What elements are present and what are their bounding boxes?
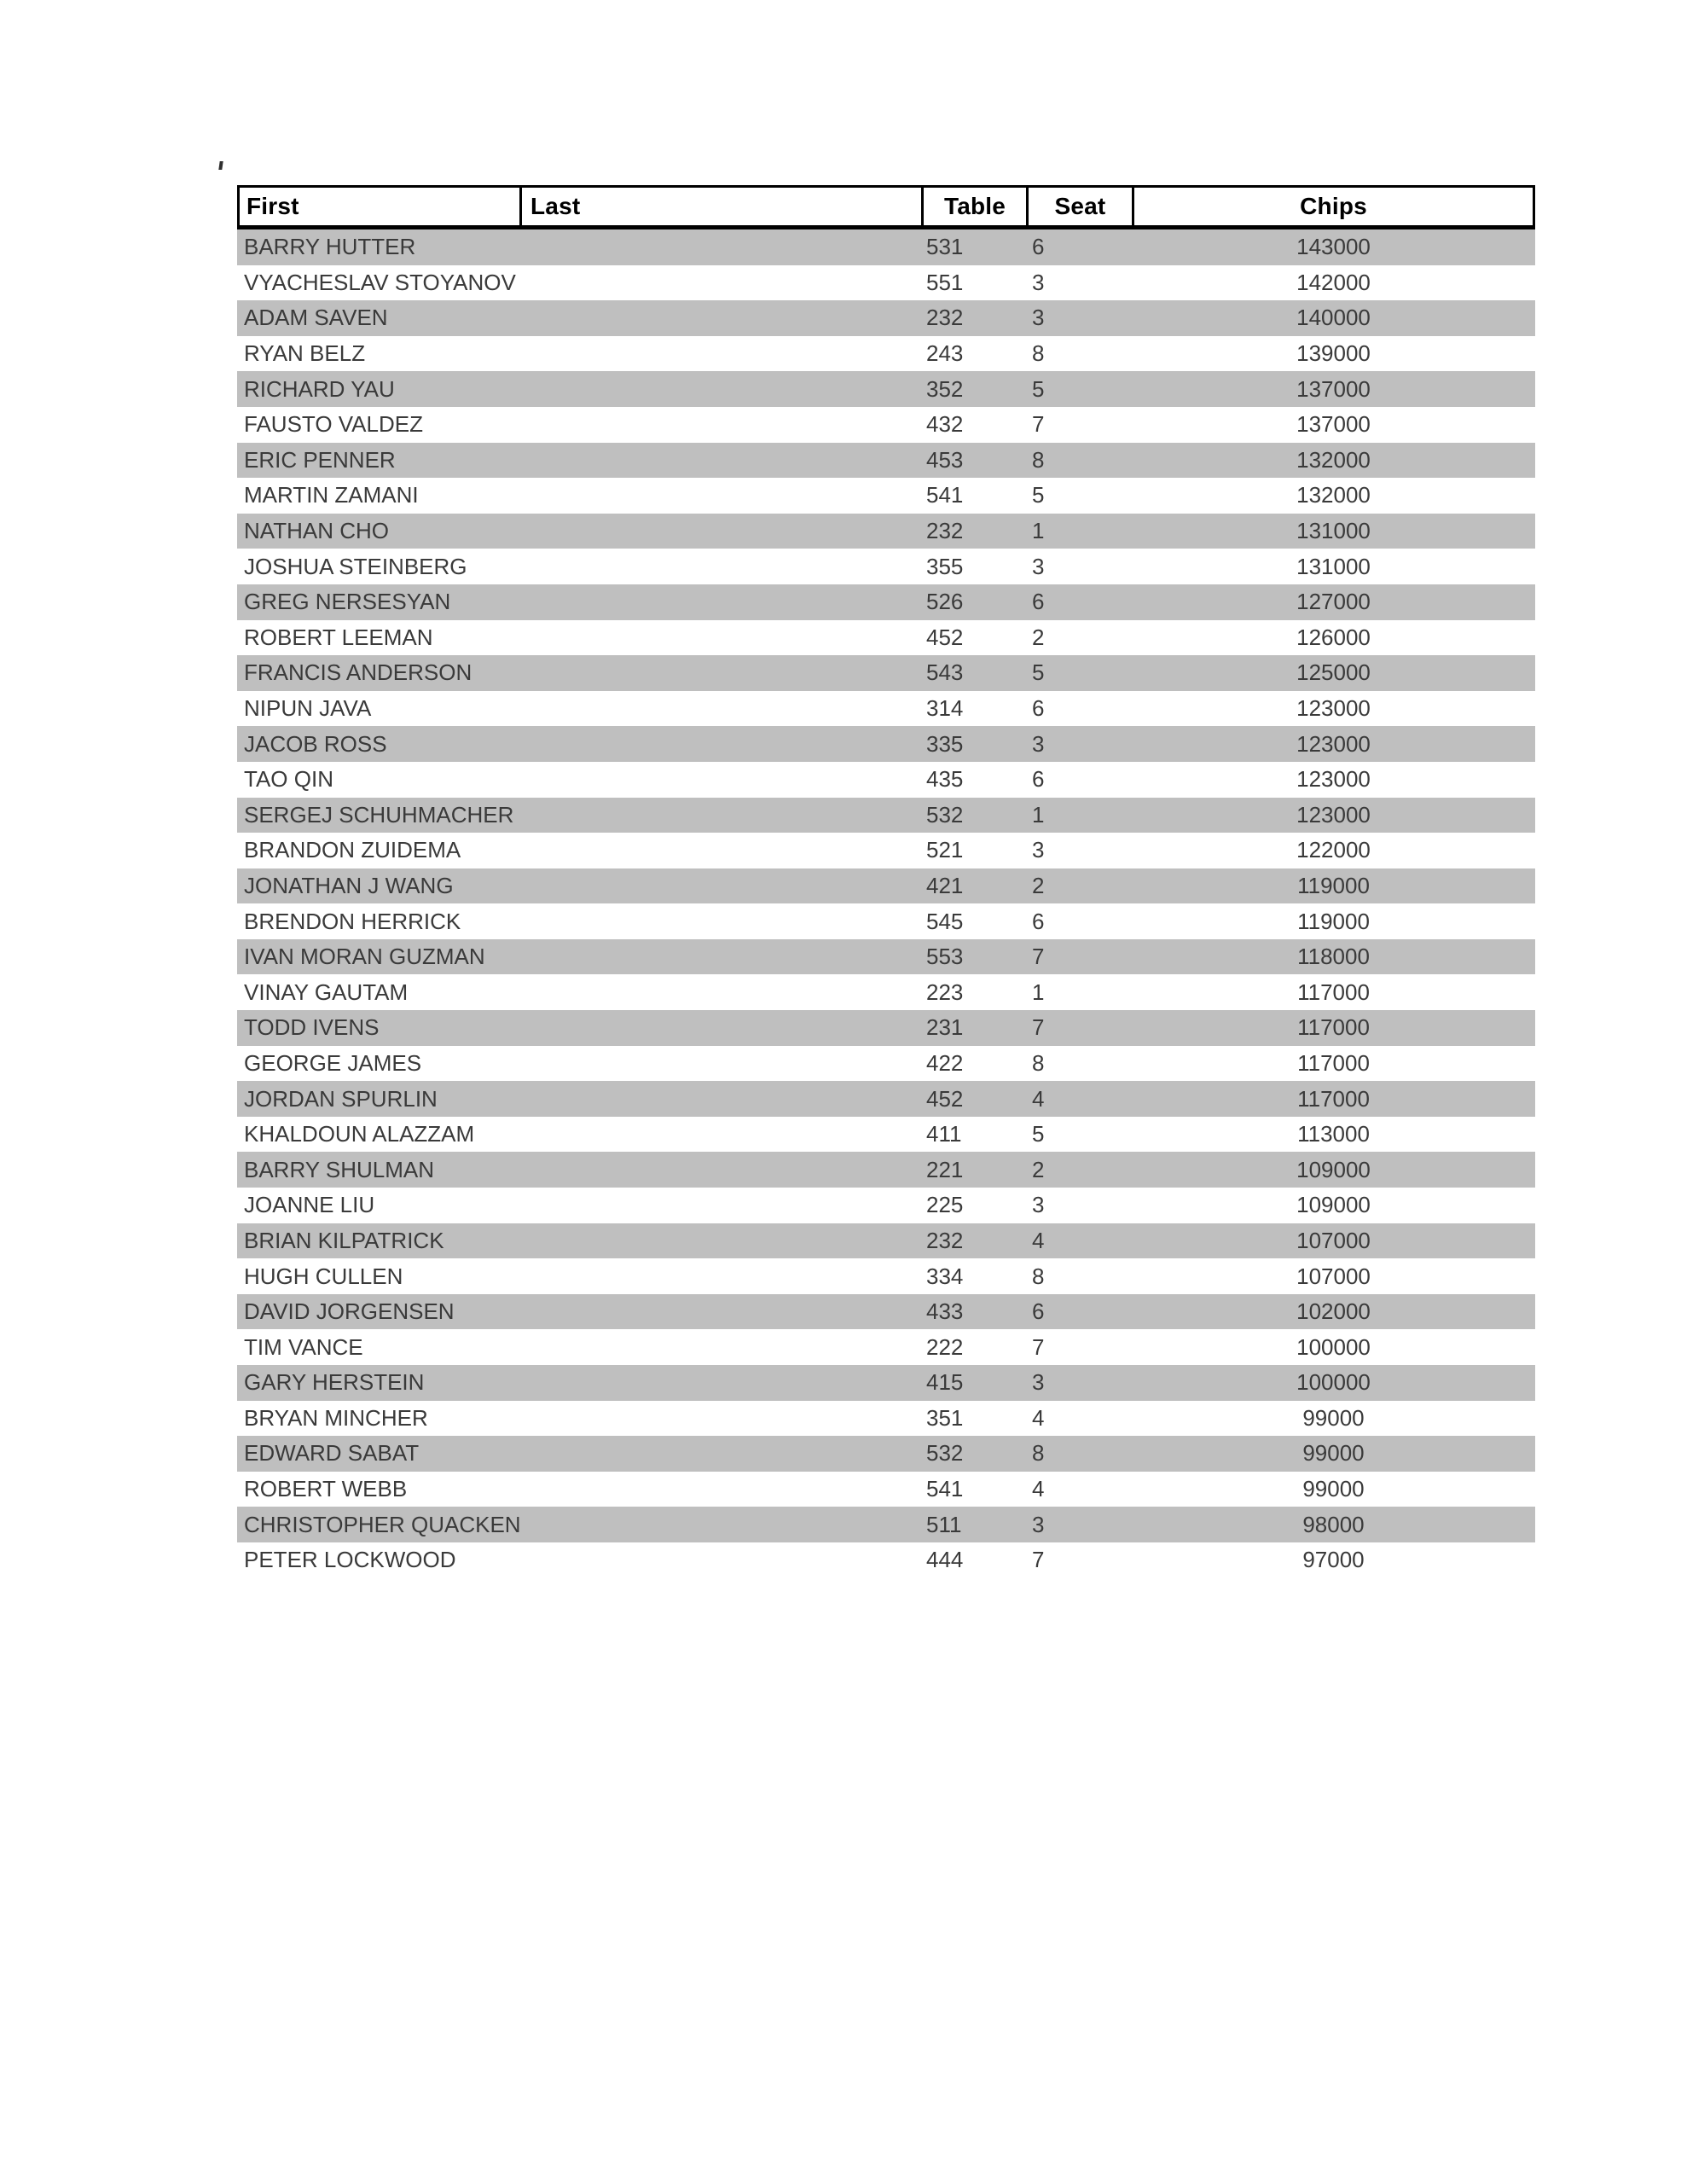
player-name-cell: TODD IVENS (244, 1014, 380, 1041)
table-row (237, 726, 1535, 762)
seat-number-cell: 6 (1032, 908, 1045, 934)
player-name-cell: VINAY GAUTAM (244, 979, 409, 1005)
chip-count-cell: 118000 (1297, 944, 1370, 970)
seat-number-cell: 7 (1032, 1333, 1045, 1360)
table-row (237, 265, 1535, 301)
seat-number-cell: 6 (1032, 695, 1045, 722)
seat-number-cell: 4 (1032, 1404, 1045, 1431)
player-name-cell: NATHAN CHO (244, 518, 389, 544)
table-number-cell: 223 (926, 979, 964, 1005)
chip-count-cell: 139000 (1296, 340, 1371, 367)
seat-number-cell: 7 (1032, 1014, 1045, 1041)
table-row (237, 1365, 1535, 1401)
table-number-cell: 551 (926, 269, 964, 295)
table-number-cell: 541 (926, 1476, 964, 1502)
column-header-last: Last (519, 188, 921, 225)
stray-print-artifact (218, 161, 223, 170)
player-name-cell: DAVID JORGENSEN (244, 1298, 455, 1325)
chip-count-cell: 117000 (1297, 979, 1370, 1005)
seat-number-cell: 7 (1032, 411, 1045, 438)
chip-count-cell: 137000 (1296, 411, 1371, 438)
player-name-cell: EDWARD SABAT (244, 1440, 420, 1467)
table-row (237, 1188, 1535, 1223)
chip-count-cell: 99000 (1302, 1404, 1365, 1431)
table-number-cell: 543 (926, 659, 964, 686)
table-number-cell: 232 (926, 305, 964, 331)
table-header-row (237, 185, 1535, 229)
player-name-cell: IVAN MORAN GUZMAN (244, 944, 485, 970)
player-name-cell: GARY HERSTEIN (244, 1369, 425, 1396)
player-name-cell: BARRY SHULMAN (244, 1156, 434, 1182)
player-name-cell: ADAM SAVEN (244, 305, 388, 331)
table-row (237, 939, 1535, 975)
player-name-cell: BARRY HUTTER (244, 234, 416, 260)
table-number-cell: 521 (926, 837, 964, 863)
chip-count-cell: 131000 (1296, 518, 1371, 544)
chip-count-cell: 107000 (1296, 1227, 1371, 1253)
table-number-cell: 221 (926, 1156, 964, 1182)
table-number-cell: 452 (926, 1085, 964, 1112)
seat-number-cell: 3 (1032, 305, 1045, 331)
table-number-cell: 421 (926, 872, 964, 898)
chip-count-cell: 123000 (1296, 766, 1371, 793)
table-row (237, 1401, 1535, 1437)
seat-number-cell: 3 (1032, 837, 1045, 863)
chip-count-cell: 102000 (1296, 1298, 1371, 1325)
chip-count-cell: 132000 (1296, 482, 1371, 508)
chip-count-cell: 97000 (1302, 1547, 1365, 1573)
table-row (237, 1046, 1535, 1082)
player-name-cell: RICHARD YAU (244, 375, 395, 402)
table-row (237, 1294, 1535, 1330)
table-row (237, 1117, 1535, 1153)
seat-number-cell: 3 (1032, 1511, 1045, 1537)
table-number-cell: 422 (926, 1049, 964, 1076)
table-number-cell: 232 (926, 518, 964, 544)
player-name-cell: BRIAN KILPATRICK (244, 1227, 444, 1253)
table-row (237, 762, 1535, 798)
player-name-cell: ROBERT LEEMAN (244, 624, 433, 650)
player-name-cell: GEORGE JAMES (244, 1049, 422, 1076)
table-number-cell: 452 (926, 624, 964, 650)
table-number-cell: 541 (926, 482, 964, 508)
player-name-cell: TAO QIN (244, 766, 333, 793)
table-row (237, 833, 1535, 868)
chip-count-cell: 117000 (1297, 1049, 1370, 1076)
table-number-cell: 435 (926, 766, 964, 793)
player-name-cell: JORDAN SPURLIN (244, 1085, 438, 1112)
table-row (237, 1542, 1535, 1578)
chip-count-cell: 123000 (1296, 695, 1371, 722)
table-row (237, 974, 1535, 1010)
table-row (237, 1329, 1535, 1365)
table-number-cell: 352 (926, 375, 964, 402)
table-number-cell: 526 (926, 589, 964, 615)
table-row (237, 478, 1535, 514)
column-header-seat: Seat (1026, 188, 1132, 225)
player-name-cell: PETER LOCKWOOD (244, 1547, 456, 1573)
chip-count-cell: 123000 (1296, 730, 1371, 757)
seat-number-cell: 4 (1032, 1085, 1045, 1112)
table-row (237, 371, 1535, 407)
chip-count-cell: 99000 (1302, 1440, 1365, 1467)
chip-count-cell: 137000 (1296, 375, 1371, 402)
player-name-cell: NIPUN JAVA (244, 695, 372, 722)
table-number-cell: 231 (926, 1014, 964, 1041)
seat-number-cell: 8 (1032, 1440, 1045, 1467)
table-number-cell: 511 (926, 1511, 962, 1537)
seat-number-cell: 2 (1032, 624, 1045, 650)
chip-count-cell: 142000 (1296, 269, 1371, 295)
seat-number-cell: 7 (1032, 1547, 1045, 1573)
seat-number-cell: 7 (1032, 944, 1045, 970)
table-row (237, 1010, 1535, 1046)
seat-number-cell: 1 (1032, 801, 1045, 828)
chip-count-cell: 143000 (1296, 234, 1371, 260)
chip-count-cell: 127000 (1296, 589, 1371, 615)
chip-count-cell: 119000 (1297, 908, 1370, 934)
player-name-cell: FRANCIS ANDERSON (244, 659, 472, 686)
chip-count-cell: 100000 (1296, 1369, 1371, 1396)
table-row (237, 1081, 1535, 1117)
table-row (237, 655, 1535, 691)
table-row (237, 903, 1535, 939)
table-row (237, 1507, 1535, 1542)
seat-number-cell: 6 (1032, 589, 1045, 615)
table-number-cell: 222 (926, 1333, 964, 1360)
player-name-cell: BRYAN MINCHER (244, 1404, 428, 1431)
seat-number-cell: 2 (1032, 1156, 1045, 1182)
table-number-cell: 532 (926, 1440, 964, 1467)
table-number-cell: 335 (926, 730, 964, 757)
chip-count-cell: 113000 (1297, 1121, 1370, 1147)
table-number-cell: 225 (926, 1192, 964, 1218)
player-name-cell: SERGEJ SCHUHMACHER (244, 801, 514, 828)
table-body (237, 229, 1535, 1578)
table-row (237, 1223, 1535, 1259)
table-row (237, 1436, 1535, 1472)
table-number-cell: 433 (926, 1298, 964, 1325)
chip-count-cell: 117000 (1297, 1014, 1370, 1041)
seat-number-cell: 6 (1032, 766, 1045, 793)
table-number-cell: 314 (926, 695, 964, 722)
seat-number-cell: 5 (1032, 375, 1045, 402)
player-name-cell: ROBERT WEBB (244, 1476, 408, 1502)
seat-number-cell: 8 (1032, 446, 1045, 473)
table-row (237, 336, 1535, 372)
seat-number-cell: 3 (1032, 269, 1045, 295)
table-number-cell: 553 (926, 944, 964, 970)
table-number-cell: 232 (926, 1227, 964, 1253)
table-number-cell: 444 (926, 1547, 964, 1573)
seat-number-cell: 1 (1032, 518, 1045, 544)
chip-count-sheet (237, 185, 1535, 1578)
seat-number-cell: 1 (1032, 979, 1045, 1005)
player-name-cell: CHRISTOPHER QUACKEN (244, 1511, 521, 1537)
seat-number-cell: 3 (1032, 1369, 1045, 1396)
player-name-cell: FAUSTO VALDEZ (244, 411, 423, 438)
table-number-cell: 243 (926, 340, 964, 367)
player-name-cell: JONATHAN J WANG (244, 872, 454, 898)
chip-count-cell: 125000 (1296, 659, 1371, 686)
table-number-cell: 532 (926, 801, 964, 828)
seat-number-cell: 8 (1032, 1263, 1045, 1289)
chip-count-cell: 109000 (1296, 1156, 1371, 1182)
table-number-cell: 351 (926, 1404, 964, 1431)
seat-number-cell: 4 (1032, 1476, 1045, 1502)
table-row (237, 868, 1535, 904)
seat-number-cell: 8 (1032, 340, 1045, 367)
table-row (237, 514, 1535, 549)
table-row (237, 1472, 1535, 1507)
table-row (237, 1258, 1535, 1294)
chip-count-cell: 140000 (1296, 305, 1371, 331)
chip-count-cell: 123000 (1296, 801, 1371, 828)
chip-count-cell: 107000 (1296, 1263, 1371, 1289)
table-row (237, 300, 1535, 336)
player-name-cell: TIM VANCE (244, 1333, 363, 1360)
table-number-cell: 545 (926, 908, 964, 934)
seat-number-cell: 3 (1032, 1192, 1045, 1218)
chip-count-cell: 109000 (1296, 1192, 1371, 1218)
table-row (237, 1152, 1535, 1188)
seat-number-cell: 6 (1032, 1298, 1045, 1325)
player-name-cell: RYAN BELZ (244, 340, 366, 367)
table-number-cell: 411 (926, 1121, 962, 1147)
seat-number-cell: 8 (1032, 1049, 1045, 1076)
table-row (237, 798, 1535, 834)
column-header-chips: Chips (1132, 188, 1533, 225)
table-row (237, 229, 1535, 265)
table-number-cell: 531 (926, 234, 964, 260)
player-name-cell: BRANDON ZUIDEMA (244, 837, 461, 863)
chip-count-cell: 126000 (1296, 624, 1371, 650)
chip-count-cell: 98000 (1302, 1511, 1365, 1537)
chip-count-cell: 132000 (1296, 446, 1371, 473)
table-row (237, 620, 1535, 656)
seat-number-cell: 6 (1032, 234, 1045, 260)
column-header-table: Table (921, 188, 1026, 225)
table-row (237, 691, 1535, 727)
table-row (237, 584, 1535, 620)
chip-count-cell: 117000 (1297, 1085, 1370, 1112)
seat-number-cell: 3 (1032, 553, 1045, 579)
table-number-cell: 334 (926, 1263, 964, 1289)
player-name-cell: BRENDON HERRICK (244, 908, 461, 934)
chip-count-cell: 100000 (1296, 1333, 1371, 1360)
table-row (237, 443, 1535, 479)
table-number-cell: 415 (926, 1369, 964, 1396)
table-number-cell: 355 (926, 553, 964, 579)
player-name-cell: HUGH CULLEN (244, 1263, 403, 1289)
table-number-cell: 453 (926, 446, 964, 473)
table-number-cell: 432 (926, 411, 964, 438)
table-row (237, 549, 1535, 584)
player-name-cell: ERIC PENNER (244, 446, 396, 473)
player-name-cell: GREG NERSESYAN (244, 589, 451, 615)
column-header-first: First (246, 193, 299, 219)
seat-number-cell: 4 (1032, 1227, 1045, 1253)
seat-number-cell: 5 (1032, 659, 1045, 686)
seat-number-cell: 3 (1032, 730, 1045, 757)
chip-count-cell: 99000 (1302, 1476, 1365, 1502)
seat-number-cell: 5 (1032, 1121, 1045, 1147)
chip-count-cell: 122000 (1296, 837, 1371, 863)
player-name-cell: MARTIN ZAMANI (244, 482, 419, 508)
player-name-cell: VYACHESLAV STOYANOV (244, 269, 516, 295)
chip-count-cell: 131000 (1296, 553, 1371, 579)
player-name-cell: KHALDOUN ALAZZAM (244, 1121, 475, 1147)
seat-number-cell: 5 (1032, 482, 1045, 508)
seat-number-cell: 2 (1032, 872, 1045, 898)
chip-count-cell: 119000 (1297, 872, 1370, 898)
player-name-cell: JACOB ROSS (244, 730, 387, 757)
player-name-cell: JOANNE LIU (244, 1192, 375, 1218)
player-name-cell: JOSHUA STEINBERG (244, 553, 467, 579)
table-row (237, 407, 1535, 443)
